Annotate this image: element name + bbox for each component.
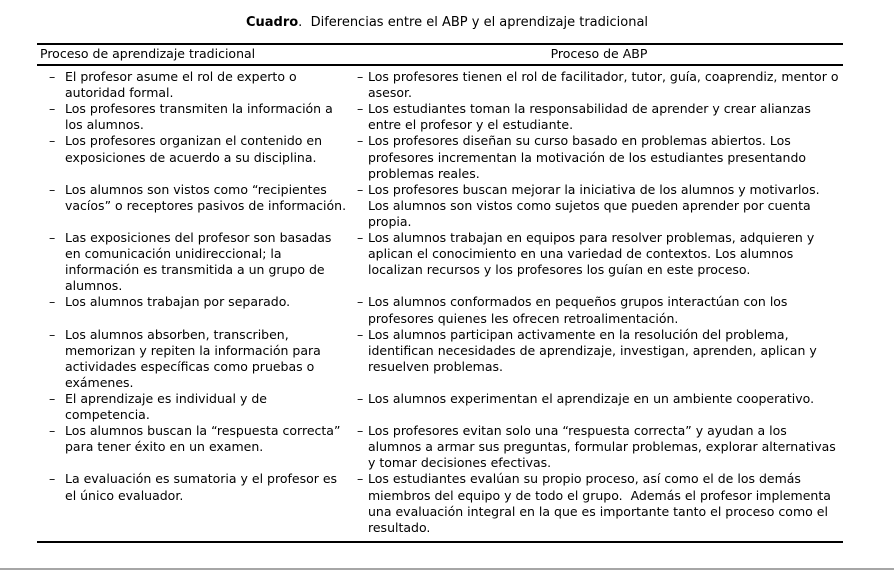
cell-traditional bbox=[37, 391, 355, 423]
cell-abp bbox=[355, 182, 843, 230]
caption-text: . Diferencias entre el ABP y el aprendizaje tradicional bbox=[298, 15, 649, 30]
cell-abp bbox=[355, 423, 843, 471]
cell-traditional bbox=[37, 423, 355, 455]
bullet-dash: – bbox=[49, 133, 56, 149]
cell-traditional bbox=[37, 230, 355, 294]
header-traditional: Proceso de aprendizaje tradicional bbox=[40, 46, 256, 61]
bullet-dash: – bbox=[49, 181, 56, 197]
cell-text: Los estudiantes evalúan su propio proceso, así como el de los demás miembros del equipo y de todo el grupo. Además el profesor implementa una evaluación integral en la que es importante tanto el proceso como el resultado. bbox=[368, 471, 835, 535]
cell-text: El profesor asume el rol de experto o autoridad formal. bbox=[65, 69, 301, 101]
cell-text: Los alumnos participan activamente en la resolución del problema, identifican necesidades de aprendizaje, investigan, aprenden, aplican y resuelven problemas. bbox=[368, 326, 821, 374]
cell-abp bbox=[355, 69, 843, 101]
cell-abp bbox=[355, 327, 843, 375]
cell-text: Los profesores organizan el contenido en exposiciones de acuerdo a su disciplina. bbox=[65, 133, 327, 165]
cell-traditional bbox=[37, 133, 355, 165]
table-row bbox=[37, 101, 843, 133]
bullet-dash: – bbox=[49, 390, 56, 406]
cell-abp bbox=[355, 133, 843, 181]
cell-traditional bbox=[37, 101, 355, 133]
table-row bbox=[37, 423, 843, 471]
cell-text: Los alumnos son vistos como “recipientes vacíos” o receptores pasivos de información. bbox=[65, 181, 347, 213]
bullet-dash: – bbox=[357, 101, 364, 117]
cell-abp bbox=[355, 391, 843, 407]
cell-traditional bbox=[37, 294, 355, 310]
table-caption bbox=[0, 15, 894, 30]
cell-text: Los alumnos trabajan en equipos para resolver problemas, adquieren y aplican el conocimiento en una variedad de contextos. Los alumnos localizan recursos y los profesores los guían en este proceso. bbox=[368, 230, 819, 278]
cell-text: Los profesores buscan mejorar la iniciativa de los alumnos y motivarlos. Los alumnos son vistos como sujetos que pueden aprender por cuenta propia. bbox=[368, 181, 824, 229]
cell-text: Los estudiantes toman la responsabilidad de aprender y crear alianzas entre el profesor y el estudiante. bbox=[368, 101, 815, 133]
bullet-dash: – bbox=[357, 294, 364, 310]
bullet-dash: – bbox=[49, 471, 56, 487]
cell-abp bbox=[355, 471, 843, 535]
bullet-dash: – bbox=[357, 423, 364, 439]
cell-text: La evaluación es sumatoria y el profesor es el único evaluador. bbox=[65, 471, 342, 503]
cell-text: El aprendizaje es individual y de competencia. bbox=[65, 390, 271, 423]
cell-text: Los alumnos trabajan por separado. bbox=[65, 294, 291, 310]
table-row bbox=[37, 69, 843, 101]
table-row bbox=[37, 230, 843, 294]
bullet-dash: – bbox=[49, 294, 56, 310]
bullet-dash: – bbox=[357, 230, 364, 246]
bullet-dash: – bbox=[49, 326, 56, 342]
bullet-dash: – bbox=[49, 230, 56, 246]
header-abp: Proceso de ABP bbox=[550, 46, 648, 61]
table-row bbox=[37, 133, 843, 181]
table-row bbox=[37, 391, 843, 423]
cell-text: Los alumnos conformados en pequeños grupos interactúan con los profesores quienes les ofrecen retroalimentación. bbox=[368, 294, 792, 326]
bullet-dash: – bbox=[357, 390, 364, 406]
comparison-table bbox=[37, 43, 843, 543]
bullet-dash: – bbox=[357, 133, 364, 149]
table-row bbox=[37, 471, 843, 535]
bullet-dash: – bbox=[357, 181, 364, 197]
cell-traditional bbox=[37, 182, 355, 214]
table-header-row bbox=[37, 43, 843, 66]
cell-text: Los profesores diseñan su curso basado en problemas abiertos. Los profesores incrementan la motivación de los estudiantes presentando problemas reales. bbox=[368, 133, 811, 181]
bullet-dash: – bbox=[49, 423, 56, 439]
cell-abp bbox=[355, 294, 843, 326]
cell-text: Los alumnos absorben, transcriben, memorizan y repiten la información para actividades específicas como pruebas o exámenes. bbox=[65, 326, 325, 390]
cell-text: Los alumnos buscan la “respuesta correcta” para tener éxito en un examen. bbox=[65, 423, 345, 455]
cell-text: Los profesores evitan solo una “respuesta correcta” y ayudan a los alumnos a armar sus preguntas, formular problemas, explorar alternativas y tomar decisiones efectivas. bbox=[368, 423, 840, 471]
cell-traditional bbox=[37, 327, 355, 391]
table-row bbox=[37, 294, 843, 326]
table-body bbox=[37, 66, 843, 543]
cell-abp bbox=[355, 230, 843, 278]
table-row bbox=[37, 182, 843, 230]
bullet-dash: – bbox=[357, 326, 364, 342]
cell-traditional bbox=[37, 69, 355, 101]
cell-traditional bbox=[37, 471, 355, 503]
bullet-dash: – bbox=[357, 471, 364, 487]
table-row bbox=[37, 327, 843, 391]
bullet-dash: – bbox=[49, 69, 56, 85]
caption-word: Cuadro bbox=[245, 15, 299, 30]
window-bottom-edge bbox=[0, 568, 894, 570]
cell-text: Los alumnos experimentan el aprendizaje en un ambiente cooperativo. bbox=[368, 390, 815, 406]
cell-text: Los profesores transmiten la información a los alumnos. bbox=[65, 101, 337, 133]
bullet-dash: – bbox=[357, 69, 364, 85]
cell-text: Los profesores tienen el rol de facilitador, tutor, guía, coaprendiz, mentor o asesor. bbox=[368, 69, 843, 101]
cell-abp bbox=[355, 101, 843, 133]
bullet-dash: – bbox=[49, 101, 56, 117]
cell-text: Las exposiciones del profesor son basadas en comunicación unidireccional; la información es transmitida a un grupo de alumnos. bbox=[65, 230, 336, 294]
